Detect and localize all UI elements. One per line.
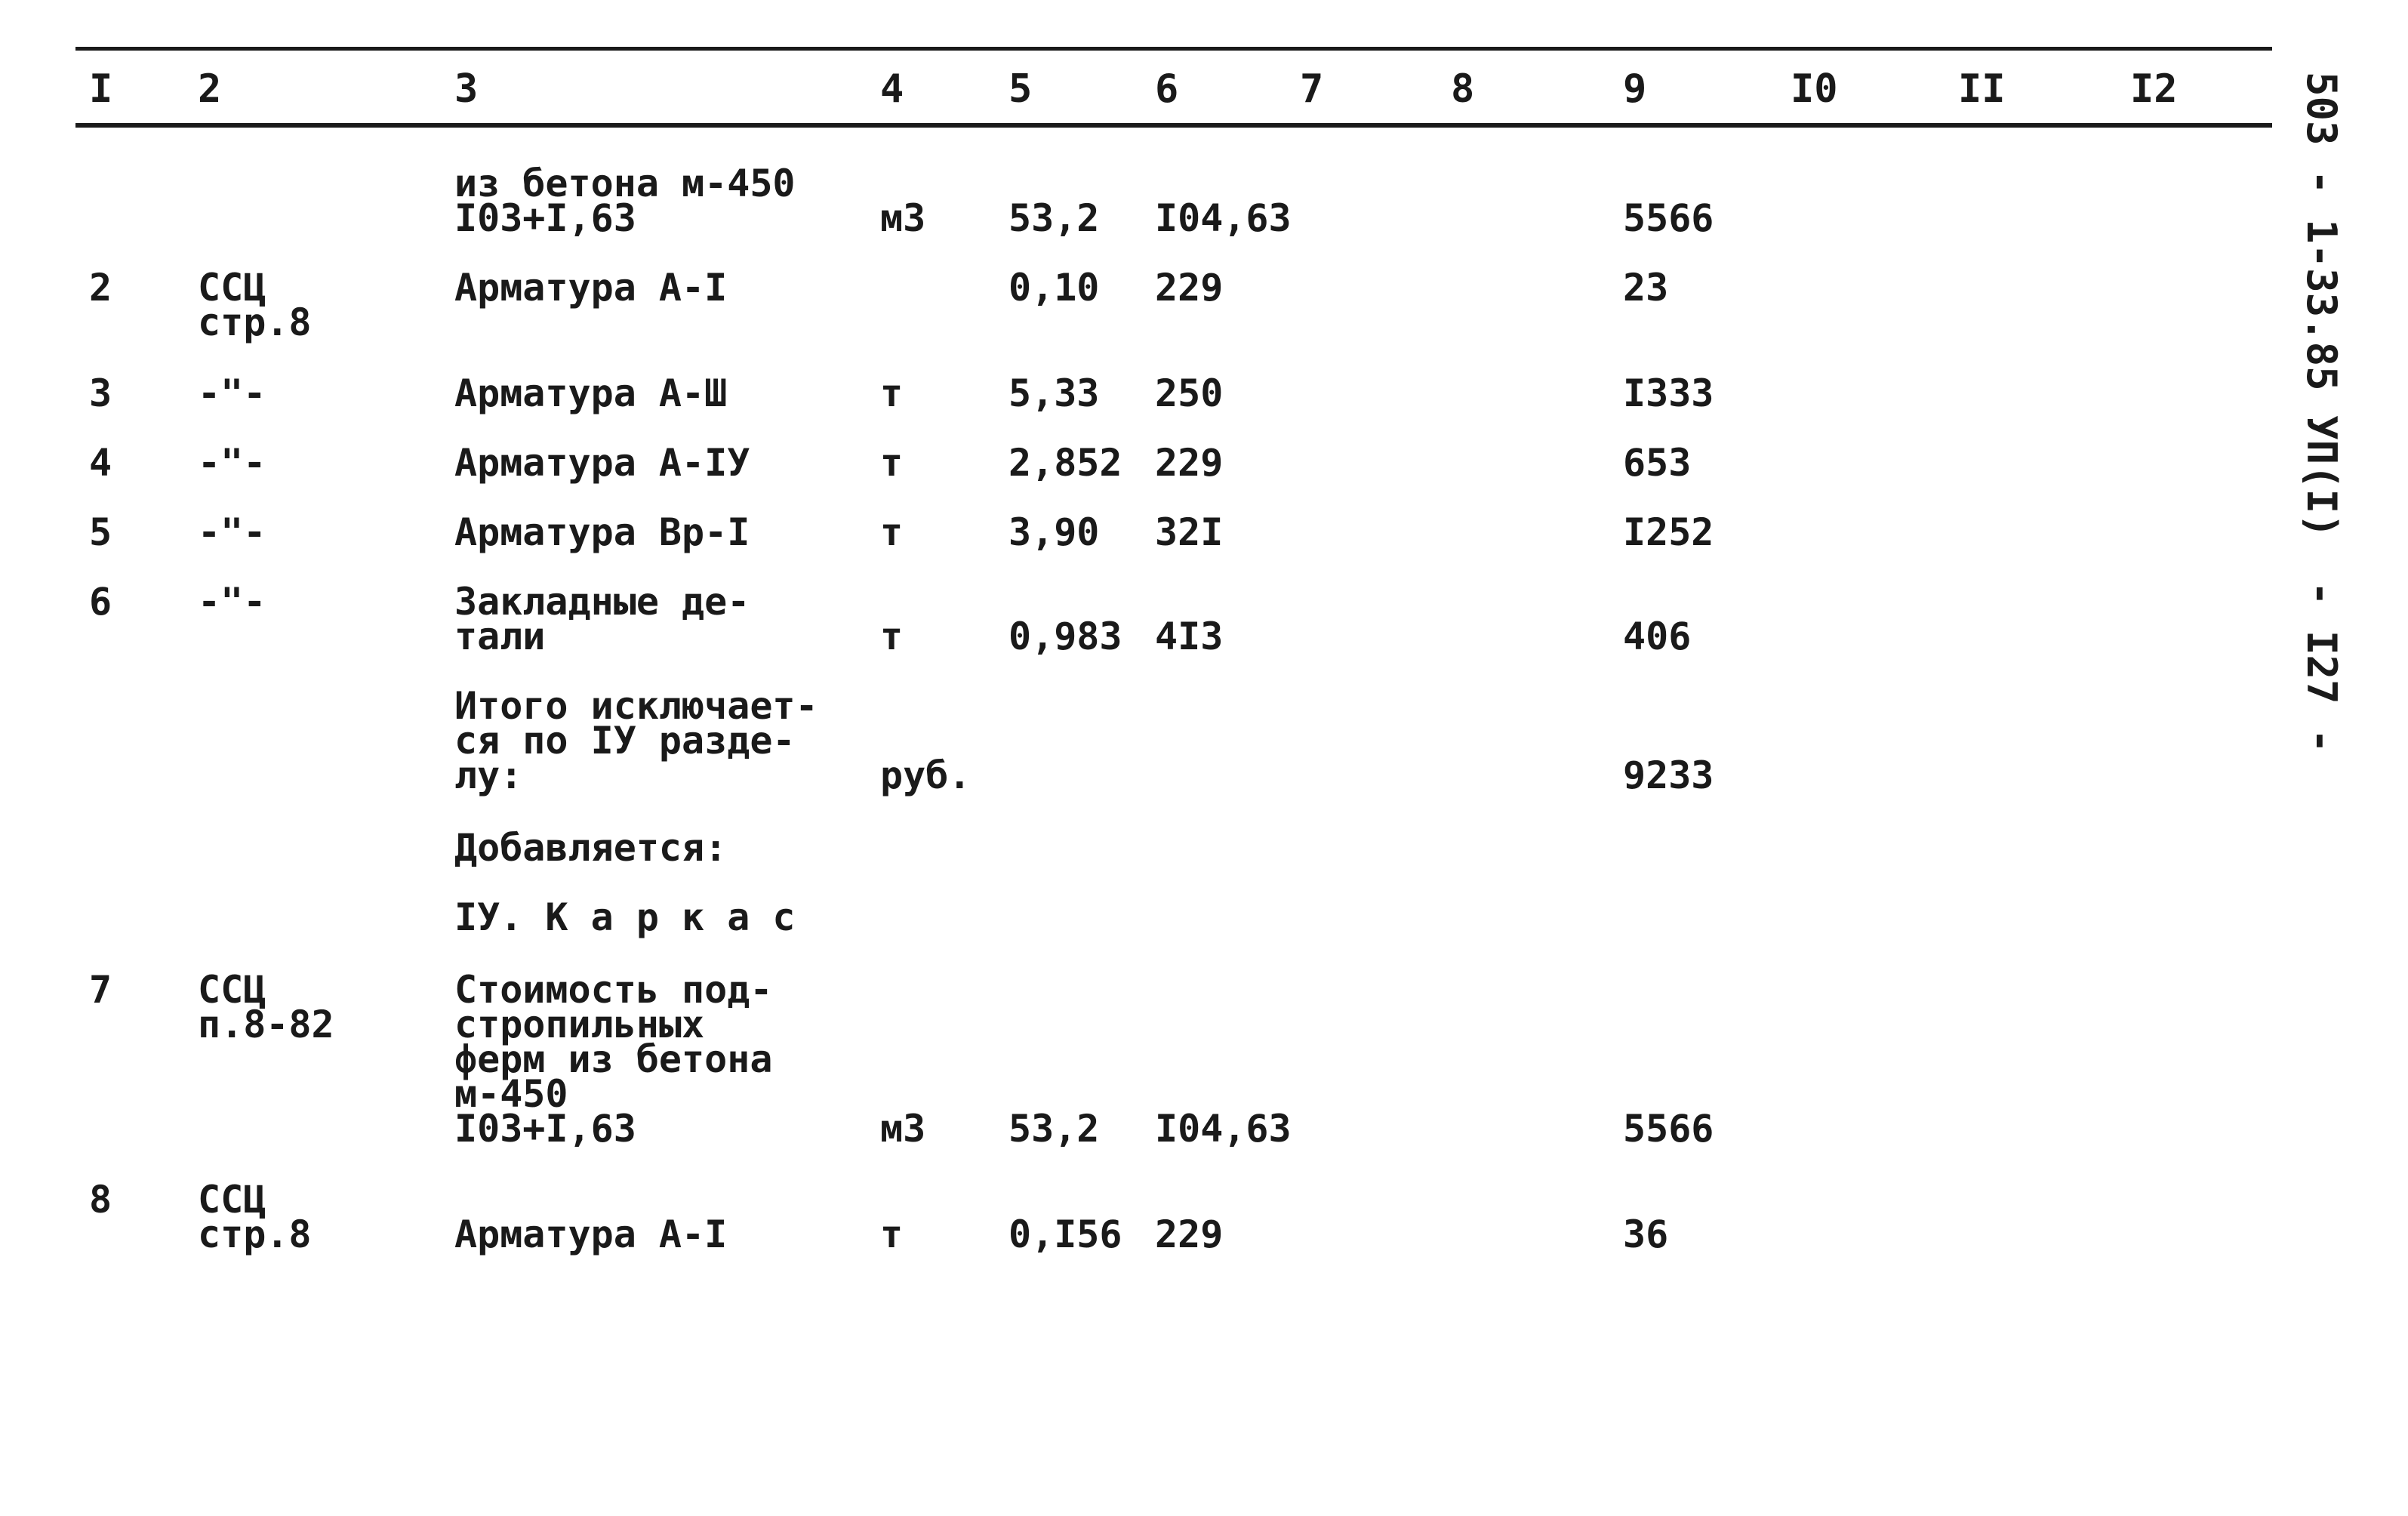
- column-header-12: I2: [2130, 66, 2178, 112]
- column-header-10: I0: [1791, 66, 1838, 112]
- row-3-quantity: 5,33: [1008, 371, 1100, 415]
- row-8-number: 8: [89, 1178, 112, 1222]
- row-2-quantity: 0,10: [1008, 266, 1100, 310]
- row-7-quantity: 53,2: [1008, 1107, 1100, 1151]
- column-header-4: 4: [880, 66, 904, 112]
- row-2-total: 23: [1623, 266, 1669, 310]
- row-2-description: Арматура А-I: [454, 266, 728, 310]
- subtotal-total: 9233: [1623, 753, 1714, 797]
- row-1-quantity: 53,2: [1008, 196, 1100, 240]
- row-1-total: 5566: [1623, 196, 1714, 240]
- row-5-number: 5: [89, 510, 112, 554]
- row-4-number: 4: [89, 441, 112, 485]
- row-2-price: 229: [1155, 266, 1224, 310]
- row-7-description: Стоимость под- стропильных ферм из бетона м-450 I03+I,63: [454, 968, 773, 1151]
- row-6-quantity: 0,983: [1008, 615, 1122, 658]
- row-3-description: Арматура А-Ш: [454, 371, 728, 415]
- row-3-unit: т: [880, 371, 904, 415]
- row-5-description: Арматура Вр-I: [454, 510, 750, 554]
- subtotal-description: Итого исключает- ся по IУ разде- лу:: [454, 684, 818, 797]
- added-heading: Добавляется:: [454, 826, 728, 870]
- section-heading: IУ. К а р к а с: [454, 895, 796, 939]
- column-header-6: 6: [1155, 66, 1179, 112]
- row-6-reference: -"-: [198, 580, 266, 624]
- row-8-quantity: 0,I56: [1008, 1212, 1122, 1256]
- column-header-3: 3: [454, 66, 479, 112]
- column-header-5: 5: [1008, 66, 1033, 112]
- row-7-number: 7: [89, 968, 112, 1012]
- document-code: 503 - 1-33.85 УП(I): [2298, 72, 2345, 538]
- row-3-reference: -"-: [198, 371, 266, 415]
- row-4-total: 653: [1623, 441, 1692, 485]
- row-3-number: 3: [89, 371, 112, 415]
- column-header-7: 7: [1300, 66, 1324, 112]
- row-6-unit: т: [880, 615, 904, 658]
- row-7-price: I04,63: [1155, 1107, 1292, 1151]
- row-4-price: 229: [1155, 441, 1224, 485]
- row-4-unit: т: [880, 441, 904, 485]
- row-8-unit: т: [880, 1212, 904, 1256]
- column-header-9: 9: [1623, 66, 1647, 112]
- row-7-reference: ССЦ п.8-82: [198, 968, 334, 1046]
- row-2-number: 2: [89, 266, 112, 310]
- row-2-reference: ССЦ стр.8: [198, 266, 312, 344]
- row-8-description: Арматура А-I: [454, 1212, 728, 1256]
- row-4-quantity: 2,852: [1008, 441, 1122, 485]
- row-7-total: 5566: [1623, 1107, 1714, 1151]
- row-1-description: из бетона м-450 I03+I,63: [454, 162, 796, 240]
- column-header-1: I: [89, 66, 113, 112]
- row-6-number: 6: [89, 580, 112, 624]
- row-1-unit: м3: [880, 196, 926, 240]
- table-top-rule: [75, 47, 2272, 51]
- row-5-unit: т: [880, 510, 904, 554]
- column-header-2: 2: [198, 66, 222, 112]
- row-8-reference: ССЦ стр.8: [198, 1178, 312, 1256]
- row-4-description: Арматура А-IУ: [454, 441, 750, 485]
- row-6-total: 406: [1623, 615, 1692, 658]
- row-6-price: 4I3: [1155, 615, 1224, 658]
- row-5-total: I252: [1623, 510, 1714, 554]
- row-1-price: I04,63: [1155, 196, 1292, 240]
- row-3-total: I333: [1623, 371, 1714, 415]
- subtotal-unit: руб.: [880, 753, 972, 797]
- row-5-reference: -"-: [198, 510, 266, 554]
- row-8-price: 229: [1155, 1212, 1224, 1256]
- column-header-8: 8: [1451, 66, 1475, 112]
- page-number: - I27 -: [2298, 581, 2345, 753]
- row-5-price: 32I: [1155, 510, 1224, 554]
- row-3-price: 250: [1155, 371, 1224, 415]
- row-6-description: Закладные де- тали: [454, 580, 750, 658]
- row-4-reference: -"-: [198, 441, 266, 485]
- column-header-11: II: [1958, 66, 2006, 112]
- row-5-quantity: 3,90: [1008, 510, 1100, 554]
- table-header-rule: [75, 123, 2272, 128]
- row-7-unit: м3: [880, 1107, 926, 1151]
- row-8-total: 36: [1623, 1212, 1669, 1256]
